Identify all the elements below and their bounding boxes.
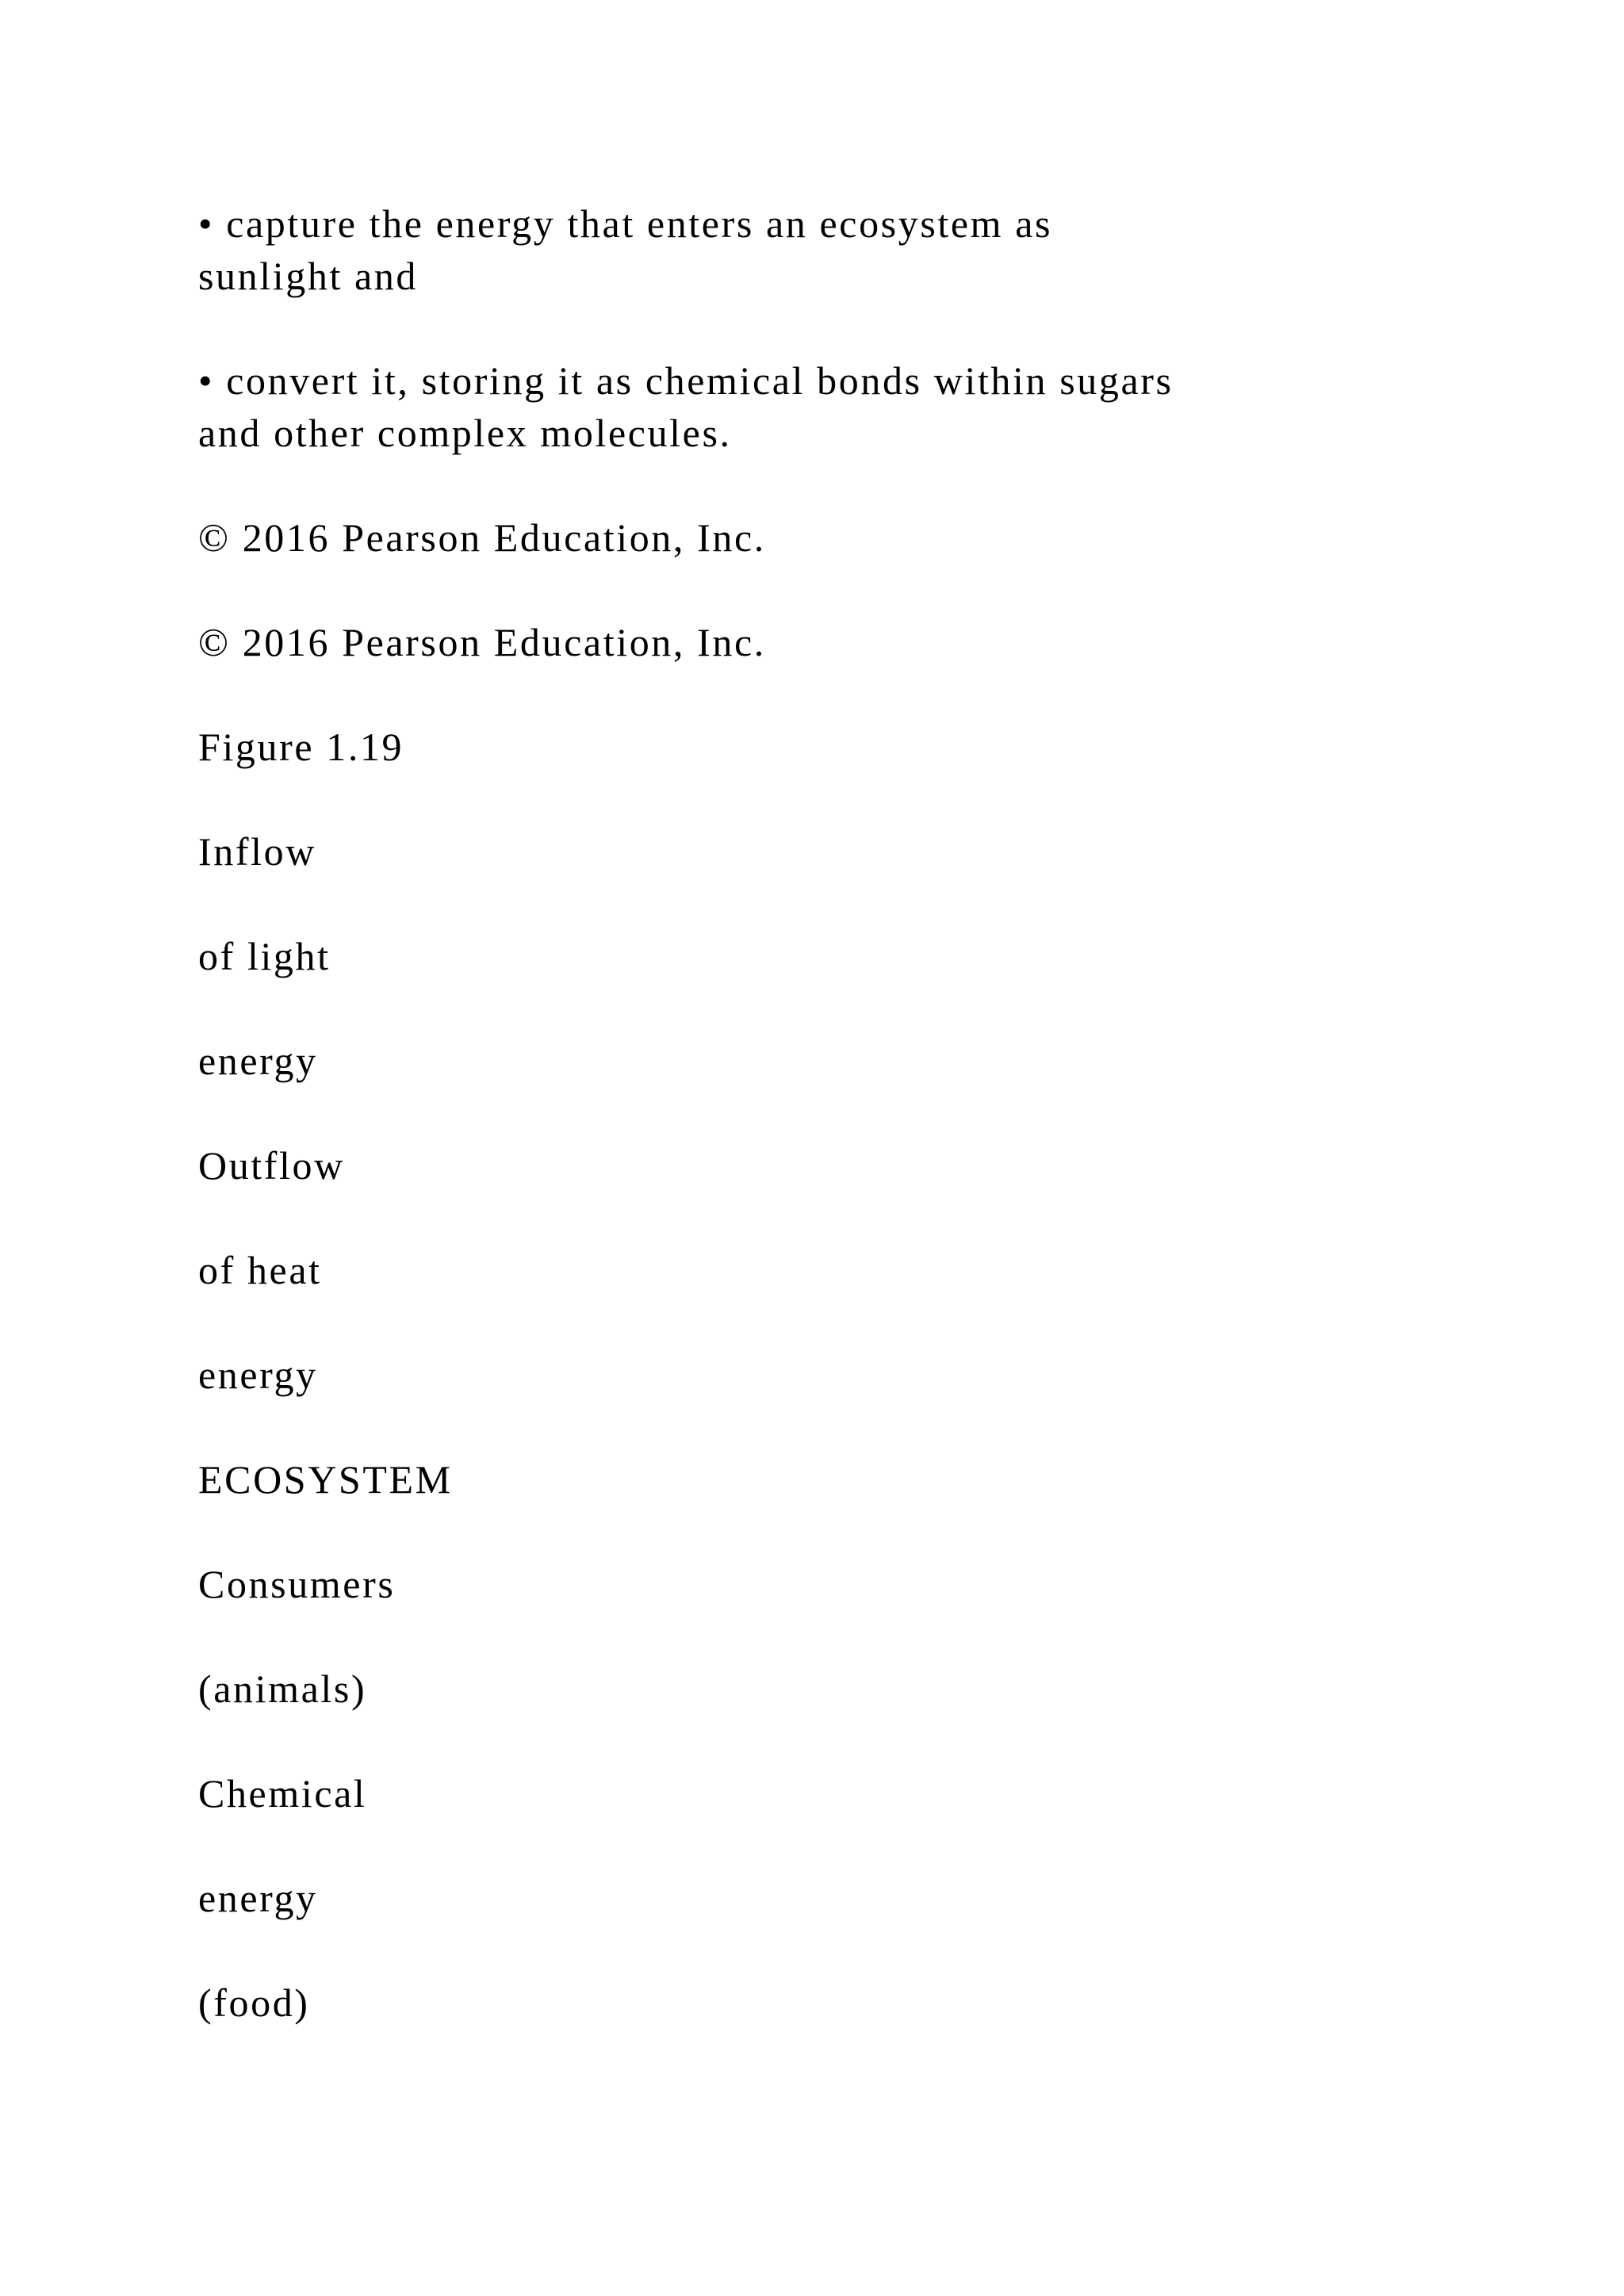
- bullet-1-line-1: • capture the energy that enters an ecosystem as: [198, 201, 1053, 246]
- figure-text-line: of light: [198, 934, 331, 978]
- bullet-2-line-2: and other complex molecules.: [198, 411, 732, 455]
- figure-text-line: of heat: [198, 1248, 322, 1292]
- figure-text-line: energy: [198, 1039, 318, 1083]
- figure-text-line: Chemical: [198, 1771, 367, 1816]
- copyright-notice: © 2016 Pearson Education, Inc.: [198, 620, 766, 664]
- figure-text-line: ECOSYSTEM: [198, 1457, 453, 1502]
- figure-text-line: energy: [198, 1876, 318, 1920]
- bullet-2-line-1: • convert it, storing it as chemical bonds within sugars: [198, 358, 1174, 403]
- copyright-notice: © 2016 Pearson Education, Inc.: [198, 515, 766, 560]
- figure-text-line: Consumers: [198, 1562, 396, 1606]
- figure-text-line: energy: [198, 1353, 318, 1397]
- figure-label: Figure 1.19: [198, 725, 404, 769]
- figure-text-line: Inflow: [198, 829, 316, 874]
- bullet-1-line-2: sunlight and: [198, 254, 419, 298]
- figure-text-line: Outflow: [198, 1143, 345, 1188]
- figure-text-line: (animals): [198, 1667, 367, 1711]
- figure-text-line: (food): [198, 1980, 310, 2025]
